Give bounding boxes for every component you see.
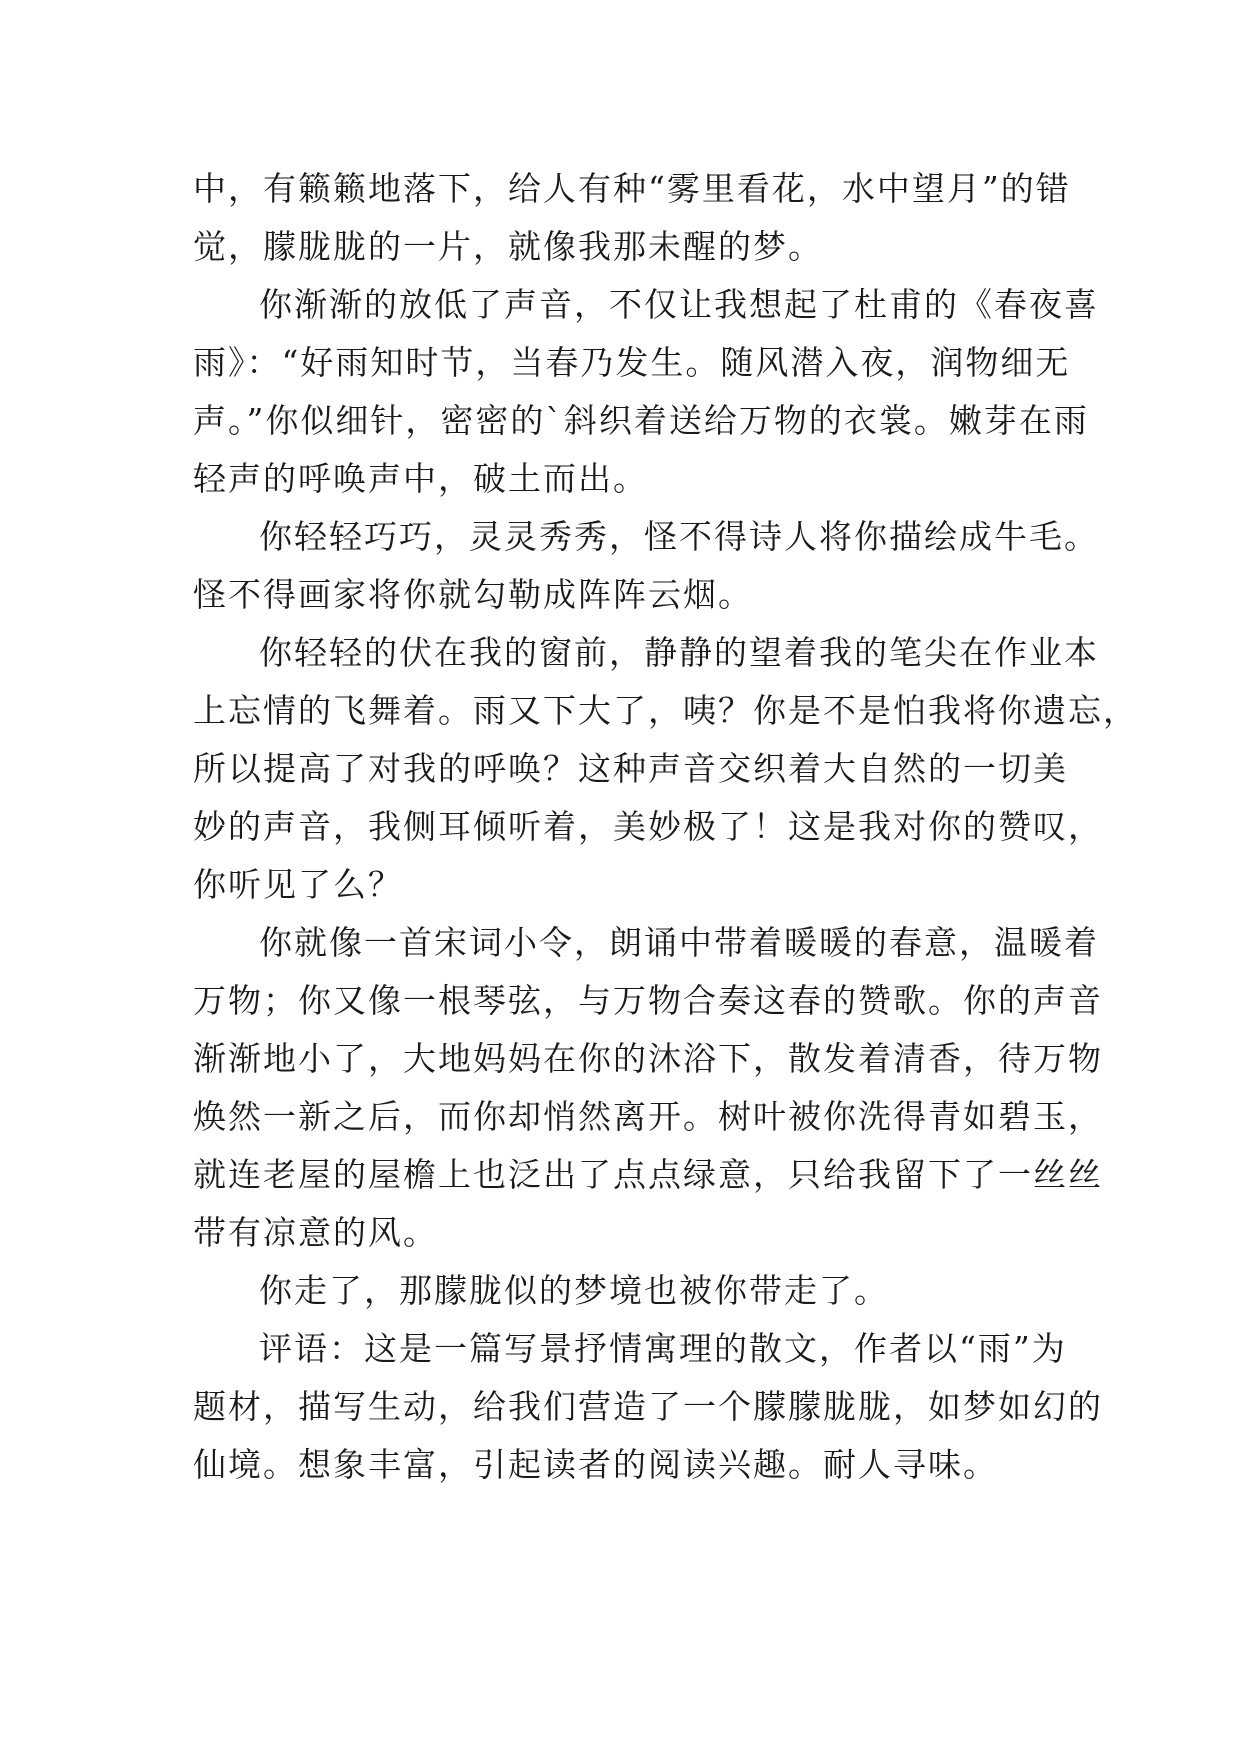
- text-line: 你听见了么？: [193, 865, 403, 904]
- text-line: 带有凉意的风。: [193, 1213, 438, 1252]
- essay-body: [193, 160, 1138, 1494]
- text-line: 渐渐地小了，大地妈妈在你的沐浴下，散发着清香，待万物: [193, 1039, 1103, 1078]
- text-line: 雨》：“好雨知时节，当春乃发生。随风潜入夜，润物细无: [193, 343, 1071, 382]
- text-line: 你轻轻的伏在我的窗前，静静的望着我的笔尖在作业本: [259, 633, 1099, 672]
- text-line: 上忘情的飞舞着。雨又下大了，咦？你是不是怕我将你遗忘，: [193, 691, 1138, 730]
- text-line: 你轻轻巧巧，灵灵秀秀，怪不得诗人将你描绘成牛毛。: [259, 517, 1099, 556]
- text-line: 所以提高了对我的呼唤？这种声音交织着大自然的一切美: [193, 749, 1068, 788]
- text-line: 你渐渐的放低了声音，不仅让我想起了杜甫的《春夜喜: [259, 285, 1099, 324]
- text-line: 你走了，那朦胧似的梦境也被你带走了。: [259, 1271, 889, 1310]
- text-line: 仙境。想象丰富，引起读者的阅读兴趣。耐人寻味。: [193, 1445, 998, 1484]
- text-line: 评语：这是一篇写景抒情寓理的散文，作者以“雨”为: [259, 1329, 1067, 1368]
- text-line: 题材，描写生动，给我们营造了一个朦朦胧胧，如梦如幻的: [193, 1387, 1103, 1426]
- text-line: 万物；你又像一根琴弦，与万物合奏这春的赞歌。你的声音: [193, 981, 1103, 1020]
- paragraph-light-and-clever: [193, 508, 1099, 624]
- text-line: 觉，朦胧胧的一片，就像我那未醒的梦。: [193, 227, 823, 266]
- text-line: 焕然一新之后，而你却悄然离开。树叶被你洗得青如碧玉，: [193, 1097, 1103, 1136]
- paragraph-comment: [193, 1320, 1103, 1494]
- text-line: 妙的声音，我侧耳倾听着，美妙极了！这是我对你的赞叹，: [193, 807, 1103, 846]
- text-line: 怪不得画家将你就勾勒成阵阵云烟。: [193, 575, 753, 614]
- text-line: 声。”你似细针，密密的`斜织着送给万物的衣裳。嫩芽在雨: [193, 401, 1089, 440]
- text-line: 中，有籁籁地落下，给人有种“雾里看花，水中望月”的错: [193, 169, 1071, 208]
- paragraph-spring-night-rain: [193, 276, 1099, 508]
- text-line: 就连老屋的屋檐上也泛出了点点绿意，只给我留下了一丝丝: [193, 1155, 1103, 1194]
- paragraph-continuation: [193, 160, 1071, 276]
- text-line: 轻声的呼唤声中，破土而出。: [193, 459, 648, 498]
- paragraph-farewell: [193, 1262, 1063, 1320]
- paragraph-song-lyric: [193, 914, 1103, 1262]
- text-line: 你就像一首宋词小令，朗诵中带着暖暖的春意，温暖着: [259, 923, 1099, 962]
- paragraph-at-window: [193, 624, 1138, 914]
